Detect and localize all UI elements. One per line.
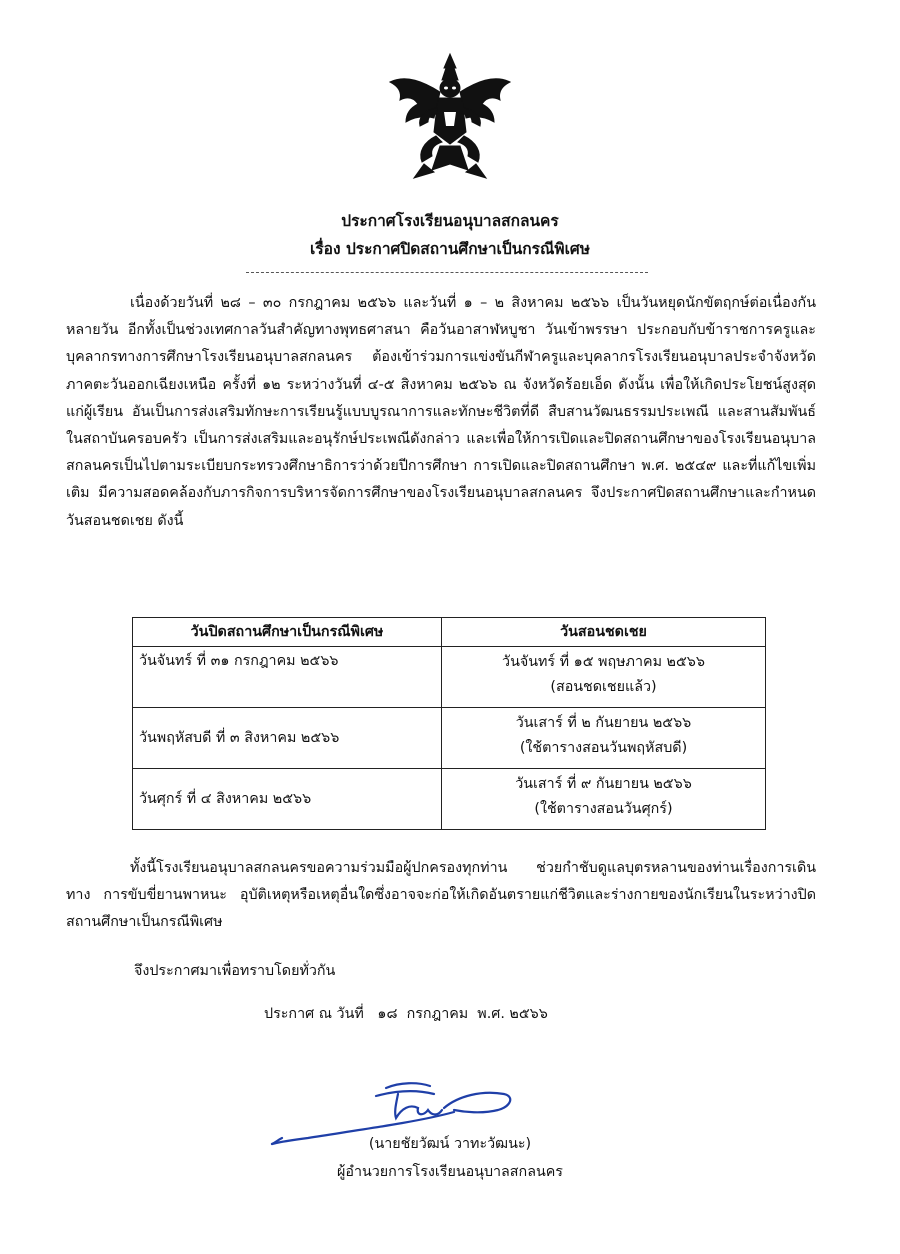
body-paragraph: เนื่องด้วยวันที่ ๒๘ – ๓๐ กรกฎาคม ๒๕๖๖ และวันที่ ๑ – ๒ สิงหาคม ๒๕๖๖ เป็นวันหยุดนักขัตฤกษ์ต่อเนื่องกันหลายวัน อีกทั้งเป็นช่วงเทศกาลวันสำคัญทางพุทธศาสนา คือวันอาสาฬหบูชา วันเข้าพรรษา ประกอบกับข้าราชการครูและบุคลากรทางการศึกษาโรงเรียนอนุบาลสกลนคร ต้องเข้าร่วมการแข่งขันกีฬาครูและบุคลากรโรงเรียนอนุบาลประจำจังหวัดภาคตะวันออกเฉียงเหนือ ครั้งที่ ๑๒ ระหว่างวันที่ ๔-๕ สิงหาคม ๒๕๖๖ ณ จังหวัดร้อยเอ็ด ดังนั้น เพื่อให้เกิดประโยชน์สูงสุดแก่ผู้เรียน อันเป็นการส่งเสริมทักษะการเรียนรู้แบบบูรณาการและทักษะชีวิตที่ดี สืบสานวัฒนธรรมประเพณี และสานสัมพันธ์ในสถาบันครอบครัว เป็นการส่งเสริมและอนุรักษ์ประเพณีดังกล่าว และเพื่อให้การเปิดและปิดสถานศึกษาของโรงเรียนอนุบาลสกลนครเป็นไปตามระเบียบกระทรวงศึกษาธิการว่าด้วยปีการศึกษา การเปิดและปิดสถานศึกษา พ.ศ. ๒๕๔๙ และที่แก้ไขเพิ่มเติม มีความสอดคล้องกับภารกิจการบริหารจัดการศึกษาของโรงเรียนอนุบาลสกลนคร จึงประกาศปิดสถานศึกษาและกำหนดวันสอนชดเชย ดังนี้	[66, 295, 816, 529]
makeup-date: วันจันทร์ ที่ ๑๕ พฤษภาคม ๒๕๖๖	[502, 654, 705, 670]
dashed-divider	[246, 272, 648, 273]
table-header-row	[133, 618, 766, 647]
table-row	[133, 708, 766, 769]
makeup-note: (สอนชดเชยแล้ว)	[550, 679, 657, 695]
closing-section	[66, 855, 816, 936]
makeup-date-cell	[442, 769, 766, 830]
announcement-date: ประกาศ ณ วันที่ ๑๘ กรกฎาคม พ.ศ. ๒๕๖๖	[264, 1006, 548, 1022]
closed-date-cell: วันจันทร์ ที่ ๓๑ กรกฎาคม ๒๕๖๖	[133, 647, 442, 708]
makeup-note: (ใช้ตารางสอนวันศุกร์)	[534, 801, 673, 817]
header-makeup-date: วันสอนชดเชย	[442, 618, 766, 647]
table-row	[133, 769, 766, 830]
closed-date-cell: วันศุกร์ ที่ ๔ สิงหาคม ๒๕๖๖	[133, 769, 442, 830]
signatory-position: ผู้อำนวยการโรงเรียนอนุบาลสกลนคร	[337, 1164, 563, 1180]
announcement-subject: เรื่อง ประกาศปิดสถานศึกษาเป็นกรณีพิเศษ	[310, 240, 590, 258]
makeup-date-cell	[442, 708, 766, 769]
makeup-date: วันเสาร์ ที่ ๙ กันยายน ๒๕๖๖	[515, 776, 692, 792]
closing-paragraph: ทั้งนี้โรงเรียนอนุบาลสกลนครขอความร่วมมือผู้ปกครองทุกท่าน ช่วยกำชับดูแลบุตรหลานของท่านเรื่องการเดินทาง การขับขี่ยานพาหนะ อุบัติเหตุหรือเหตุอื่นใดซึ่งอาจจะก่อให้เกิดอันตรายแก่ชีวิตและร่างกายของนักเรียนในระหว่างปิดสถานศึกษาเป็นกรณีพิเศษ	[66, 860, 816, 930]
closed-date-cell: วันพฤหัสบดี ที่ ๓ สิงหาคม ๒๕๖๖	[133, 708, 442, 769]
body-section	[66, 290, 816, 535]
closing-statement: จึงประกาศมาเพื่อทราบโดยทั่วกัน	[134, 963, 336, 979]
table-row	[133, 647, 766, 708]
garuda-emblem-icon	[384, 52, 516, 182]
closure-schedule-table	[132, 617, 766, 830]
makeup-date: วันเสาร์ ที่ ๒ กันยายน ๒๕๖๖	[515, 715, 692, 731]
makeup-note: (ใช้ตารางสอนวันพฤหัสบดี)	[519, 740, 688, 756]
signatory-name: (นายชัยวัฒน์ วาทะวัฒนะ)	[368, 1136, 532, 1152]
makeup-date-cell	[442, 647, 766, 708]
header-closed-date: วันปิดสถานศึกษาเป็นกรณีพิเศษ	[133, 618, 442, 647]
announcement-title: ประกาศโรงเรียนอนุบาลสกลนคร	[341, 212, 559, 230]
